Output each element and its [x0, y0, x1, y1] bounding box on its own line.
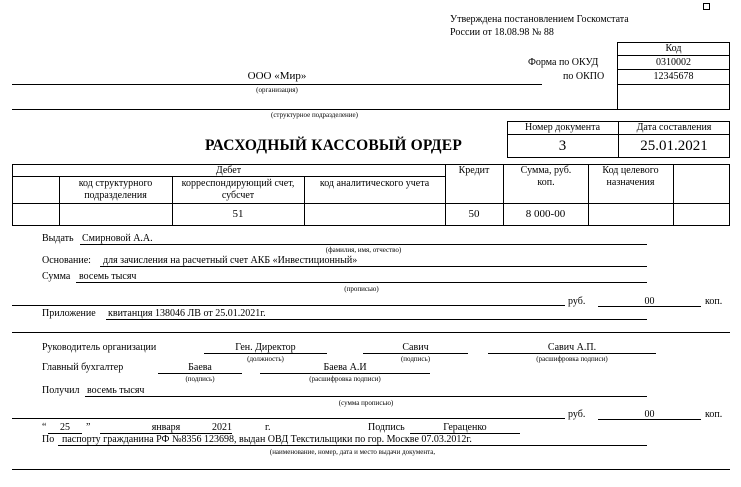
head-signature-caption: (подпись)	[400, 355, 431, 363]
issue-label: Выдать	[42, 233, 74, 244]
dept-code-header: код структурного подразделения	[78, 178, 153, 201]
received-label: Получил	[42, 385, 80, 396]
head-name-caption: (расшифровка подписи)	[536, 355, 608, 363]
head-position[interactable]: Ген. Директор	[235, 342, 296, 353]
rub-label: руб.	[568, 296, 586, 307]
basis-value[interactable]: для зачисления на расчетный счет АКБ «Инвестиционный»	[103, 255, 358, 266]
head-name[interactable]: Савич А.П.	[547, 342, 597, 353]
accountant-name[interactable]: Баева А.И	[323, 362, 367, 373]
receipt-kop-label: коп.	[705, 409, 723, 420]
accountant-name-caption: (расшифровка подписи)	[309, 375, 381, 383]
sum-label: Сумма	[42, 271, 71, 282]
head-position-caption: (должность)	[247, 355, 284, 363]
okpo-label: по ОКПО	[563, 71, 605, 82]
date-label: Дата составления	[636, 122, 712, 133]
by-caption: (наименование, номер, дата и место выдачи документа,	[269, 448, 436, 456]
number-label: Номер документа	[524, 122, 601, 133]
kop-label: коп.	[705, 296, 723, 307]
receipt-kop-value[interactable]: 00	[644, 409, 655, 420]
year-suffix: г.	[265, 422, 271, 433]
credit-value[interactable]: 50	[468, 208, 480, 220]
department-caption: (структурное подразделение)	[270, 111, 358, 119]
receipt-rub-label: руб.	[568, 409, 586, 420]
account-header: корреспондирующий счет, субсчет	[181, 178, 295, 201]
analytic-header: код аналитического учета	[319, 178, 430, 189]
debit-header: Дебет	[215, 165, 242, 176]
code-header: Код	[665, 43, 682, 54]
accountant-signature[interactable]: Баева	[188, 362, 212, 373]
receipt-day[interactable]: 25	[60, 422, 70, 433]
head-label: Руководитель организации	[42, 342, 157, 353]
issue-caption: (фамилия, имя, отчество)	[325, 246, 402, 254]
attachment-label: Приложение	[42, 308, 96, 319]
accountant-signature-caption: (подпись)	[185, 375, 215, 383]
quote-close: ”	[86, 422, 91, 433]
okpo-value[interactable]: 12345678	[653, 71, 694, 82]
document-title: РАСХОДНЫЙ КАССОВЫЙ ОРДЕР	[205, 137, 462, 154]
issue-value[interactable]: Смирновой А.А.	[82, 233, 153, 244]
basis-label: Основание:	[42, 255, 91, 266]
kop-value[interactable]: 00	[644, 296, 655, 307]
organization-name[interactable]: ООО «Мир»	[247, 70, 307, 82]
document-number[interactable]: 3	[558, 138, 567, 154]
receipt-month[interactable]: января	[151, 422, 181, 433]
sum-words-value[interactable]: восемь тысяч	[79, 271, 137, 282]
approval-line-2: России от 18.08.98 № 88	[450, 27, 554, 38]
accountant-label: Главный бухгалтер	[42, 362, 124, 373]
sum-value[interactable]: 8 000-00	[525, 208, 566, 220]
attachment-value[interactable]: квитанция 138046 ЛВ от 25.01.2021г.	[108, 308, 266, 319]
receipt-year[interactable]: 2021	[212, 422, 232, 433]
quote-open: “	[42, 422, 47, 433]
receipt-signature[interactable]: Гераценко	[443, 422, 487, 433]
credit-header: Кредит	[458, 165, 490, 176]
approval-line-1: Утверждена постановлением Госкомстата	[450, 14, 629, 25]
received-caption: (сумма прописью)	[338, 399, 394, 407]
organization-caption: (организация)	[256, 86, 298, 94]
document-date[interactable]: 25.01.2021	[640, 138, 708, 154]
sum-caption: (прописью)	[344, 285, 379, 293]
head-signature[interactable]: Савич	[402, 342, 429, 353]
by-value[interactable]: паспорту гражданина РФ №8356 123698, выдан ОВД Текстильщики по гор. Москве 07.03.2012г.	[62, 434, 472, 445]
signature-label: Подпись	[368, 422, 405, 433]
by-label: По	[42, 434, 55, 445]
okud-value[interactable]: 0310002	[656, 57, 691, 68]
purpose-header: Код целевого назначения	[602, 165, 659, 188]
okud-label: Форма по ОКУД	[528, 57, 599, 68]
received-value[interactable]: восемь тысяч	[87, 385, 145, 396]
account-value[interactable]: 51	[232, 208, 244, 220]
corner-checkbox[interactable]	[703, 3, 710, 10]
sum-header: Сумма, руб. коп.	[520, 165, 572, 188]
